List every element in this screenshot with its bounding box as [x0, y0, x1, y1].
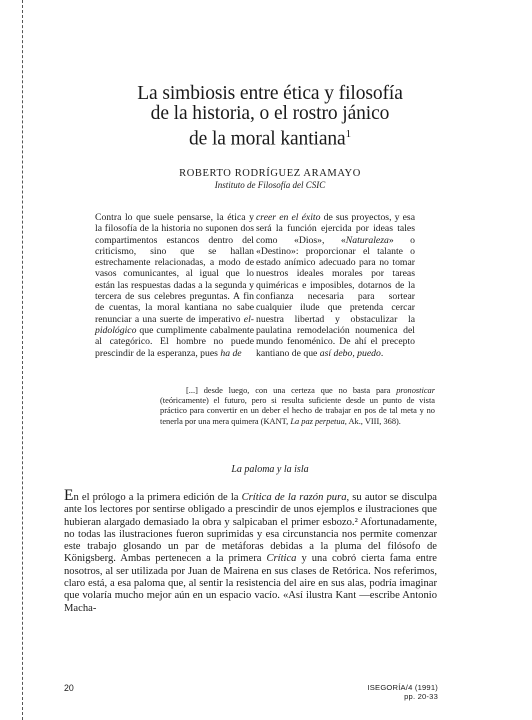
left-col-part-1: Contra lo que suele pensarse, la ética y la filosofía de la historia no suponen dos compartimentos estancos dentro del criticismo, sino que se hallan estrechamente relacionadas, a modo de vasos comunicantes, al igual que lo están las respuestas dadas a la segunda y tercera de sus celebres preguntas. A fin de cuentas, la moral kantiana no sabe renunciar a una suerte de imperativo [95, 212, 254, 325]
author-name: ROBERTO RODRÍGUEZ ARAMAYO [179, 168, 361, 179]
quote-part-3: , Ak., VIII, 368). [344, 416, 401, 426]
right-col-italic-1: creer en el éxito [256, 212, 321, 223]
left-col-italic-1: el-pidológico [95, 313, 254, 336]
quote-part-1: [...] desde luego, con una certeza que no basta para [186, 386, 397, 395]
abstract-left-text [95, 212, 254, 359]
body-italic-1: Crítica de la razón pura [241, 492, 347, 503]
abstract-right-column [256, 212, 415, 359]
quote-part-2: (teóricamente) el futuro, pero si resulta suficiente desde un punto de vista práctico para convertir en un deber el hecho de trabajar en pos de tal meta y no tenerla por una mera quimera (KANT, [160, 396, 435, 426]
quote-italic-1: pronosticar [396, 386, 435, 395]
title-line-1: La simbiosis entre ética y filosofía [137, 83, 403, 104]
title-line-3 [90, 124, 450, 150]
right-col-italic-2: Naturaleza [345, 234, 389, 246]
body-part-1: n el prólogo a la primera edición de la [73, 492, 242, 503]
author-affiliation: Instituto de Filosofía del CSIC [214, 180, 326, 190]
right-col-end: . [380, 347, 384, 359]
quote-italic-2: La paz perpetua [290, 416, 345, 426]
body-part-3: y una cobró cierta fama entre nosotros, al ser utilizada por Juan de Mairena en sus clases de Retórica. Nos referimos, claro está, a esa paloma que, al sentir la resistencia del aire en sus alas, podría imaginar que volaría mucho mejor aún en un espacio vacío. «Así ilustra Kant —escribe Antonio Macha- [64, 553, 437, 614]
abstract-right-text [256, 212, 415, 359]
article-title [90, 84, 450, 150]
journal-citation: ISEGORÍA/4 (1991) pp. 20-33 [367, 683, 438, 701]
left-col-part-2: que cumplimente cabalmente al categórico. El hombre no puede prescindir de la esperanza, pues [95, 324, 254, 359]
body-paragraph [64, 487, 437, 615]
right-col-part-2: » o «Destino»: proporcionar el talante o estado anímico adecuado para no tomar nuestros ideales morales por tareas quiméricas e imposibles, dotarnos de la confianza necesaria para sortear cualquier ilude que pretenda cercar nuestra libertad y obstaculizar la paulatina remodelación noumenica del mundo fenoménico. De ahí el precepto kantiano de que [256, 234, 416, 359]
title-line-3-text: de la moral kantiana [188, 128, 346, 150]
body-part-2: , su autor se disculpa ante los lectores por sentirse obligado a prescindir de unos ejemplos e ilustraciones que hubieran alargado demasiado la obra y salpicaban el primer esbozo.² Afortunadamente, no todas las ilustraciones fueron suprimidas y esa circunstancia nos permite comenzar este trabajo glosando un par de metáforas debidas a la pluma del filósofo de Königsberg. Ambas pertenecen a la primera [64, 492, 437, 565]
right-col-part-1: de sus proyectos, y esa será la función ejercida por ideas tales como «Dios», « [256, 212, 415, 246]
title-line-2: de la historia, o el rostro jánico [150, 103, 390, 124]
abstract-left-column [95, 212, 254, 359]
drop-cap: E [64, 487, 74, 504]
left-col-italic-2: ha de [220, 347, 242, 359]
right-col-italic-3: así debo, puedo [319, 347, 381, 359]
block-quote [160, 386, 435, 427]
section-heading: La paloma y la isla [231, 464, 309, 475]
body-italic-2: Crítica [266, 553, 297, 565]
title-footnote-mark[interactable]: 1 [345, 128, 352, 140]
scan-margin-line [22, 0, 23, 720]
page-number: 20 [64, 683, 74, 693]
